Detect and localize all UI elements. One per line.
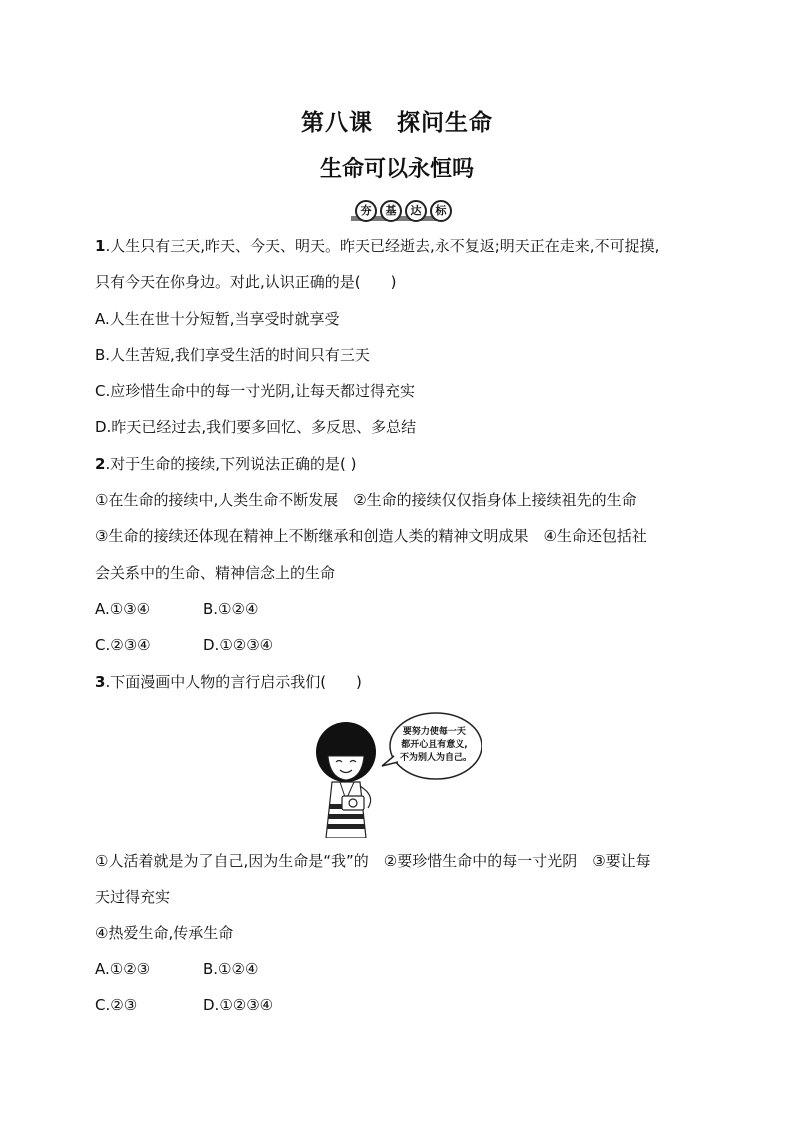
question-2-option-b[interactable]: B.①②④	[203, 600, 259, 618]
question-2-option-c[interactable]: C.②③④	[95, 636, 151, 654]
speech-text-line: 都开心且有意义,	[401, 740, 468, 750]
question-number: 1	[95, 237, 106, 255]
question-1-option-d[interactable]: D.昨天已经过去,我们要多回忆、多反思、多总结	[95, 418, 417, 436]
question-2-statement-line: 会关系中的生命、精神信念上的生命	[95, 564, 336, 582]
question-3-statement-line: ④热爱生命,传承生命	[95, 924, 234, 942]
question-1-option-a[interactable]: A.人生在世十分短暂,当享受时就享受	[95, 310, 340, 328]
badge-char: 夯	[355, 200, 377, 222]
section-badge	[351, 200, 447, 222]
cartoon-stripe	[327, 824, 365, 829]
speech-text-line: 要努力使每一天	[402, 727, 466, 737]
question-1-option-b[interactable]: B.人生苦短,我们享受生活的时间只有三天	[95, 346, 370, 364]
question-2-statement-line: ③生命的接续还体现在精神上不断继承和创造人类的精神文明成果 ④生命还包括社	[95, 527, 647, 545]
badge-char: 基	[380, 200, 402, 222]
section-title: 生命可以永恒吗	[319, 157, 474, 182]
question-1-option-c[interactable]: C.应珍惜生命中的每一寸光阴,让每天都过得充实	[95, 382, 416, 400]
lesson-title: 第八课 探问生命	[301, 110, 493, 136]
question-3-option-a[interactable]: A.①②③	[95, 960, 151, 978]
question-3-statement-line: ①人活着就是为了自己,因为生命是“我”的 ②要珍惜生命中的每一寸光阴 ③要让每	[95, 852, 651, 870]
question-3-statement-line: 天过得充实	[95, 888, 171, 906]
question-1-stem-line: 1.人生只有三天,昨天、今天、明天。昨天已经逝去,永不复返;明天正在走来,不可捉摸,	[95, 237, 660, 255]
speech-text-line: 不为别人为自己。	[399, 753, 473, 763]
question-2-option-a[interactable]: A.①③④	[95, 600, 151, 618]
camera-icon	[342, 796, 364, 810]
question-3-option-c[interactable]: C.②③	[95, 996, 138, 1014]
badge-char: 达	[405, 200, 427, 222]
question-2-option-d[interactable]: D.①②③④	[203, 636, 274, 654]
question-2-stem-line: 2.对于生命的接续,下列说法正确的是( )	[95, 455, 357, 473]
badge-char: 标	[430, 200, 452, 222]
svg-text:要努力使每一天 都开心且有意义, 不	[400, 725, 472, 763]
question-3-option-b[interactable]: B.①②④	[203, 960, 259, 978]
cartoon-stripe	[328, 814, 364, 819]
question-number: 2	[95, 455, 106, 473]
question-1-stem-line: 只有今天在你身边。对此,认识正确的是( )	[95, 273, 397, 291]
question-3-stem-line: 3.下面漫画中人物的言行启示我们( )	[95, 673, 362, 691]
question-number: 3	[95, 673, 106, 691]
cartoon-image	[312, 712, 482, 838]
question-2-statement-line: ①在生命的接续中,人类生命不断发展 ②生命的接续仅仅指身体上接续祖先的生命	[95, 491, 637, 509]
question-3-option-d[interactable]: D.①②③④	[203, 996, 274, 1014]
